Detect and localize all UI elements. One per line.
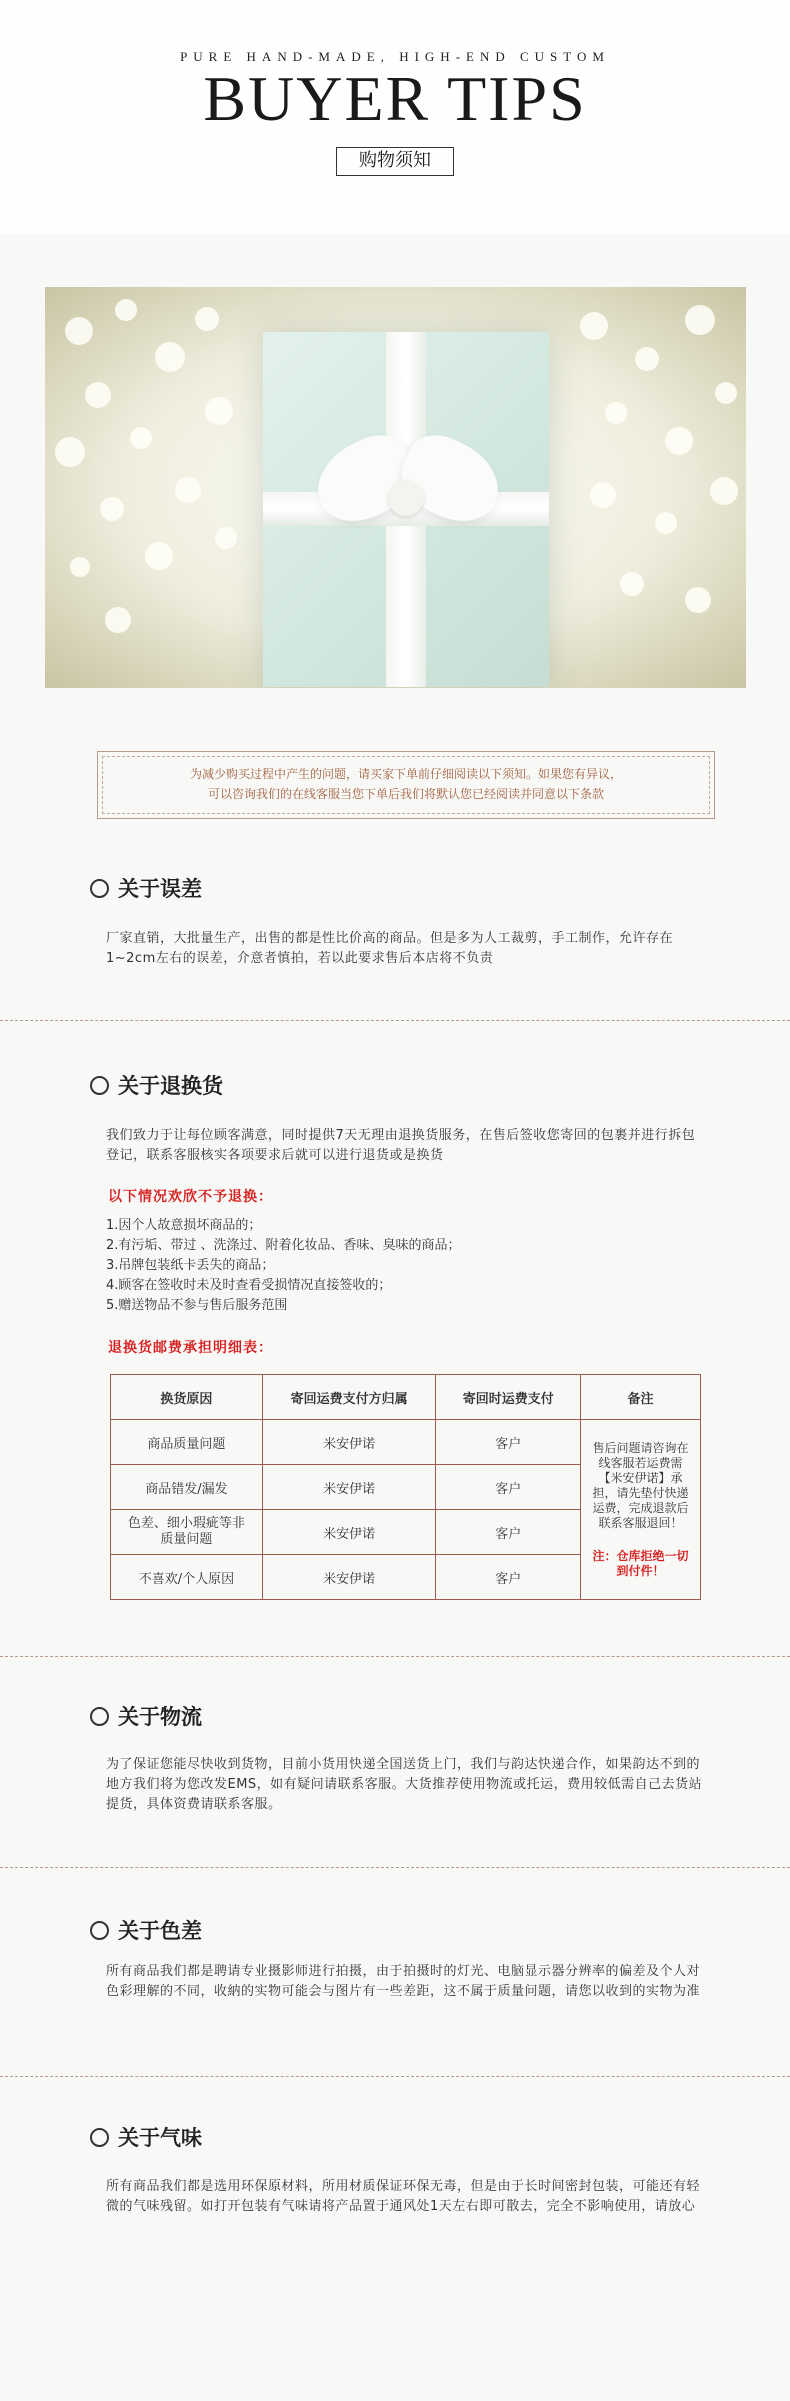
table-row	[111, 1420, 701, 1465]
table-cell: 米安伊诺	[262, 1420, 436, 1465]
table-header: 备注	[581, 1375, 701, 1420]
list-item: 3.吊牌包装纸卡丢失的商品；	[106, 1258, 275, 1273]
table-cell: 不喜欢/个人原因	[111, 1555, 263, 1600]
notice-line-2: 可以咨询我们的在线客服当您下单后我们将默认您已经阅读并同意以下条款	[207, 787, 604, 801]
section-text-logistics: 为了保证您能尽快收到货物，目前小货用快递全国送货上门，我们与韵达快递合作，如果韵达不到的地方我们将为您改发EMS，如有疑问请联系客服。大货推荐使用物流或托运，费用较低需自己去货站提货，具体资费请联系客服。	[106, 1757, 703, 1812]
section-title-odor: 关于气味	[90, 2122, 202, 2152]
table-cell: 商品质量问题	[111, 1420, 263, 1465]
circle-icon	[90, 1921, 109, 1940]
section-text-returns: 我们致力于让每位顾客满意，同时提供7天无理由退换货服务，在售后签收您寄回的包裹并进行拆包登记，联系客服核实各项要求后就可以进行退货或是换货	[106, 1128, 696, 1163]
table-header: 寄回运费支付方归属	[262, 1375, 436, 1420]
table-cell: 米安伊诺	[262, 1465, 436, 1510]
table-cell: 客户	[436, 1465, 581, 1510]
divider	[0, 1867, 790, 1868]
section-text-error: 厂家直销，大批量生产，出售的都是性比价高的商品。但是多为人工裁剪，手工制作，允许存在1~2cm左右的误差，介意者慎拍，若以此要求售后本店将不负责	[106, 931, 674, 966]
divider	[0, 1020, 790, 1021]
table-cell: 色差、细小瑕疵等非质量问题	[111, 1510, 263, 1555]
circle-icon	[90, 2128, 109, 2147]
tagline: PURE HAND-MADE, HIGH-END CUSTOM	[180, 49, 610, 64]
list-item: 2.有污垢、带过 、洗涤过、附着化妆品、香味、臭味的商品；	[106, 1238, 461, 1253]
table-note-cell	[581, 1420, 701, 1600]
fee-table	[110, 1374, 701, 1600]
gift-box-photo	[45, 287, 746, 688]
page-header	[0, 0, 790, 234]
table-cell: 客户	[436, 1420, 581, 1465]
table-header: 寄回时运费支付	[436, 1375, 581, 1420]
table-cell: 客户	[436, 1555, 581, 1600]
notice-box	[97, 751, 715, 819]
table-cell: 米安伊诺	[262, 1555, 436, 1600]
circle-icon	[90, 879, 109, 898]
section-text-odor: 所有商品我们都是选用环保原材料，所用材质保证环保无毒，但是由于长时间密封包装，可能还有轻微的气味残留。如打开包装有气味请将产品置于通风处1天左右即可散去，完全不影响使用，请放心	[106, 2179, 701, 2214]
list-item: 1.因个人故意损坏商品的；	[106, 1218, 262, 1233]
table-header: 换货原因	[111, 1375, 263, 1420]
circle-icon	[90, 1076, 109, 1095]
section-text-color: 所有商品我们都是聘请专业摄影师进行拍摄，由于拍摄时的灯光、电脑显示器分辨率的偏差及个人对色彩理解的不同，收納的实物可能会与图片有一些差距，这不属于质量问题，请您以收到的实物为准	[106, 1964, 701, 1999]
divider	[0, 2076, 790, 2077]
list-item: 5.赠送物品不参与售后服务范围	[106, 1298, 288, 1313]
table-header-row	[111, 1375, 701, 1420]
divider	[0, 1656, 790, 1657]
section-title-error: 关于误差	[90, 873, 202, 903]
list-item: 4.顾客在签收时未及时查看受损情况直接签收的；	[106, 1278, 392, 1293]
table-cell: 商品错发/漏发	[111, 1465, 263, 1510]
section-title-color: 关于色差	[90, 1915, 202, 1945]
table-note-warning: 注：仓库拒绝一切到付件！	[592, 1548, 689, 1578]
subtitle-badge: 购物须知	[336, 147, 454, 176]
table-cell: 米安伊诺	[262, 1510, 436, 1555]
section-title-logistics: 关于物流	[90, 1701, 202, 1731]
fee-table-heading: 退换货邮费承担明细表：	[108, 1340, 273, 1356]
no-return-list	[106, 1216, 706, 1316]
circle-icon	[90, 1707, 109, 1726]
section-title-returns: 关于退换货	[90, 1070, 223, 1100]
table-cell: 客户	[436, 1510, 581, 1555]
no-return-heading: 以下情况欢欣不予退换：	[108, 1189, 273, 1205]
notice-line-1: 为减少购买过程中产生的问题，请买家下单前仔细阅读以下须知。如果您有异议，	[189, 767, 622, 781]
table-note: 售后问题请咨询在线客服若运费需【米安伊诺】承担，请先垫付快递运费，完成退款后联系客服退回！	[592, 1440, 689, 1530]
gift-box	[263, 332, 549, 687]
page-title: BUYER TIPS	[203, 63, 587, 134]
